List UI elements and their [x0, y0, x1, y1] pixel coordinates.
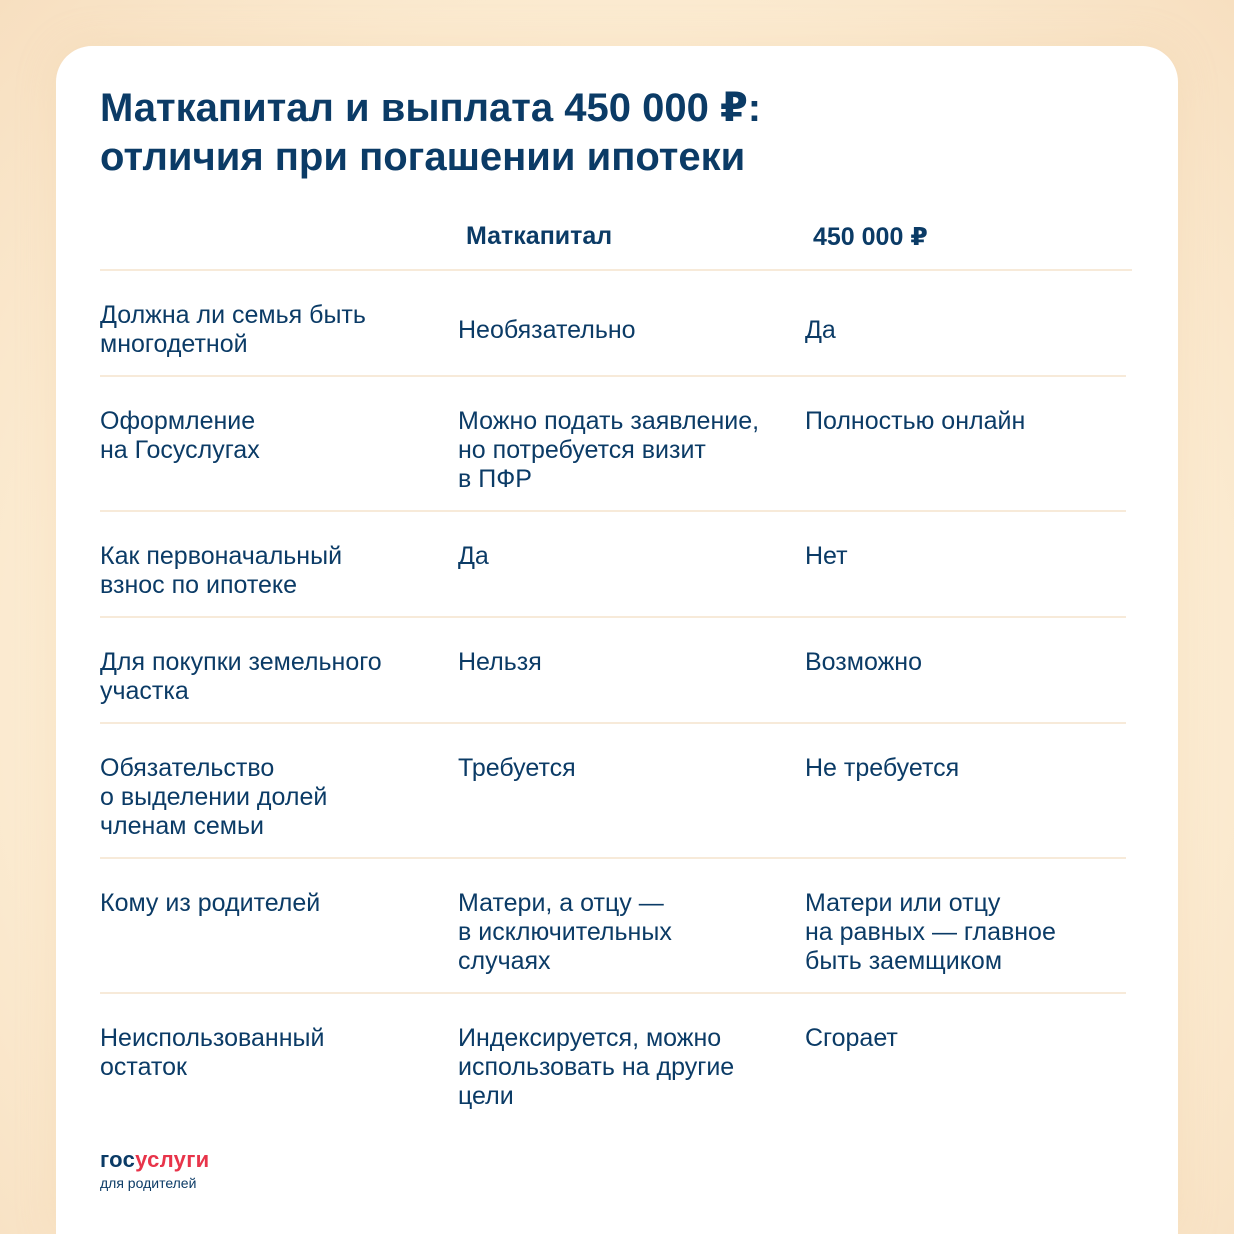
row-label-line: Кому из родителей — [100, 889, 321, 917]
row-label-line: членам семьи — [100, 812, 264, 840]
row-label — [100, 1024, 440, 1082]
matcap-value — [458, 648, 788, 677]
payout-value — [805, 889, 1125, 976]
matcap-value-line: в исключительных — [458, 918, 672, 946]
title-line-1: Маткапитал и выплата 450 000 ₽: — [100, 86, 762, 130]
logo-wordmark — [100, 1147, 210, 1173]
payout-value — [805, 1024, 1125, 1053]
matcap-value-line: Нельзя — [458, 648, 542, 676]
matcap-value-line: Матери, а отцу — — [458, 889, 664, 917]
payout-value-line: Сгорает — [805, 1024, 898, 1052]
matcap-value — [458, 754, 788, 783]
matcap-value-line: цели — [458, 1082, 514, 1110]
payout-value-line: быть заемщиком — [805, 947, 1003, 975]
row-label — [100, 407, 440, 465]
table-row — [100, 269, 1132, 377]
title-line-2: отличия при погашении ипотеки — [100, 135, 746, 179]
payout-value — [805, 754, 1125, 783]
row-label-line: участка — [100, 677, 189, 705]
matcap-value-line: Индексируется, можно — [458, 1024, 722, 1052]
row-label-line: о выделении долей — [100, 783, 328, 811]
payout-value — [805, 648, 1125, 677]
row-label-line: Должна ли семья быть — [100, 301, 366, 329]
payout-value-line: на равных — главное — [805, 918, 1056, 946]
matcap-value-line: в ПФР — [458, 465, 532, 493]
column-header-payout: 450 000 ₽ — [813, 223, 928, 251]
row-label-line: Оформление — [100, 407, 256, 435]
payout-value-line: Возможно — [805, 648, 923, 676]
matcap-value — [458, 1024, 788, 1111]
row-label-line: Обязательство — [100, 754, 275, 782]
payout-value-line: Да — [805, 316, 836, 344]
payout-value-line: Полностью онлайн — [805, 407, 1026, 435]
payout-value — [805, 407, 1125, 436]
column-header-matcap: Маткапитал — [466, 222, 613, 250]
row-label — [100, 889, 440, 918]
matcap-value — [458, 407, 788, 494]
matcap-value-line: Необязательно — [458, 316, 636, 344]
logo-part-uslugi: услуги — [135, 1147, 210, 1172]
row-label-line: на Госуслугах — [100, 436, 260, 464]
payout-value-line: Не требуется — [805, 754, 960, 782]
logo-subtitle: для родителей — [100, 1175, 197, 1191]
matcap-value — [458, 542, 788, 571]
matcap-value-line: Можно подать заявление, — [458, 407, 760, 435]
row-label-line: многодетной — [100, 330, 248, 358]
matcap-value-line: случаях — [458, 947, 551, 975]
row-label — [100, 301, 440, 359]
payout-value — [805, 316, 1125, 345]
payout-value-line: Матери или отцу — [805, 889, 1001, 917]
table-row — [100, 722, 1126, 859]
table-row — [100, 616, 1126, 724]
row-label-line: Для покупки земельного — [100, 648, 382, 676]
matcap-value — [458, 889, 788, 976]
logo-part-gos: гос — [100, 1147, 136, 1172]
table-row — [100, 510, 1126, 618]
row-label — [100, 754, 440, 841]
row-label — [100, 648, 440, 706]
page-title — [100, 84, 1000, 182]
table-row — [100, 992, 1126, 1124]
row-label-line: остаток — [100, 1053, 187, 1081]
row-label-line: Неиспользованный — [100, 1024, 325, 1052]
matcap-value-line: использовать на другие — [458, 1053, 735, 1081]
row-label-line: взнос по ипотеке — [100, 571, 298, 599]
row-label-line: Как первоначальный — [100, 542, 343, 570]
matcap-value-line: Да — [458, 542, 489, 570]
matcap-value — [458, 316, 788, 345]
gosuslugi-logo — [100, 1147, 210, 1191]
matcap-value-line: Требуется — [458, 754, 576, 782]
payout-value — [805, 542, 1125, 571]
table-row — [100, 857, 1126, 994]
matcap-value-line: но потребуется визит — [458, 436, 706, 464]
row-label — [100, 542, 440, 600]
payout-value-line: Нет — [805, 542, 848, 570]
table-row — [100, 375, 1126, 512]
